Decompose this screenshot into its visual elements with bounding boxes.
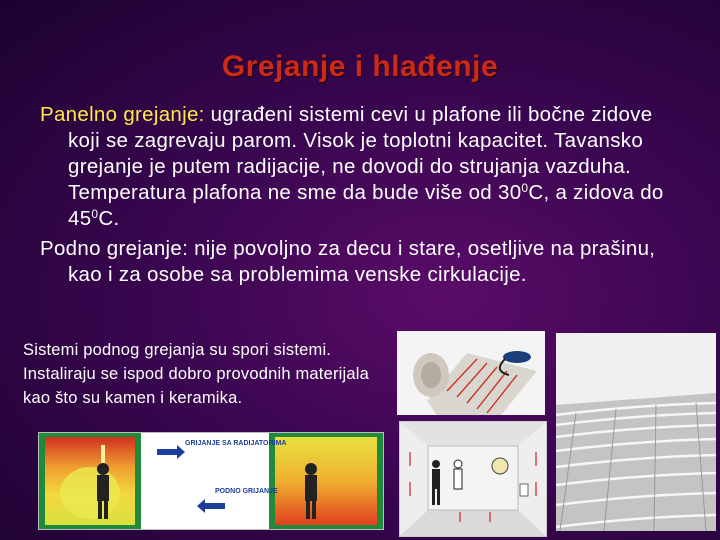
slow-systems-note: Sistemi podnog grejanja su spori sistemi. Instaliraju se ispod dobro provodnih materijala kao što su kamen i keramika. — [23, 341, 370, 407]
thermal-comparison-image — [38, 432, 384, 530]
main-text — [40, 102, 688, 292]
paragraph-floor-heating: Podno grejanje: nije povoljno za decu i stare, osetljive na prašinu, kao i za osobe sa problemima venske cirkulacije. — [40, 237, 656, 286]
heating-mat-roll-image — [397, 331, 545, 415]
paragraph-panel-heating: Panelno grejanje: ugrađeni sistemi cevi u plafone ili bočne zidove koji se zagrevaju parom. Visok je toplotni kapacitet. Tavansko grejanje je putem radijacije, ne dovodi do strujanja vazduha. Temperatura plafona ne sme da bude više od $30^0C$, a zidova do $45^0C$. — [40, 103, 664, 230]
slide-title: Grejanje i hlađenje — [221, 50, 499, 83]
radiator-heating-label: GRIJANJE SA RADIJATORIMA — [185, 440, 287, 447]
panel-heating-lead: Panelno grejanje: — [40, 103, 205, 126]
floor-heating-label: PODNO GRIJANJE — [215, 488, 278, 495]
floor-heating-pipes-image — [556, 333, 716, 531]
room-radiant-heat-image — [399, 421, 547, 537]
